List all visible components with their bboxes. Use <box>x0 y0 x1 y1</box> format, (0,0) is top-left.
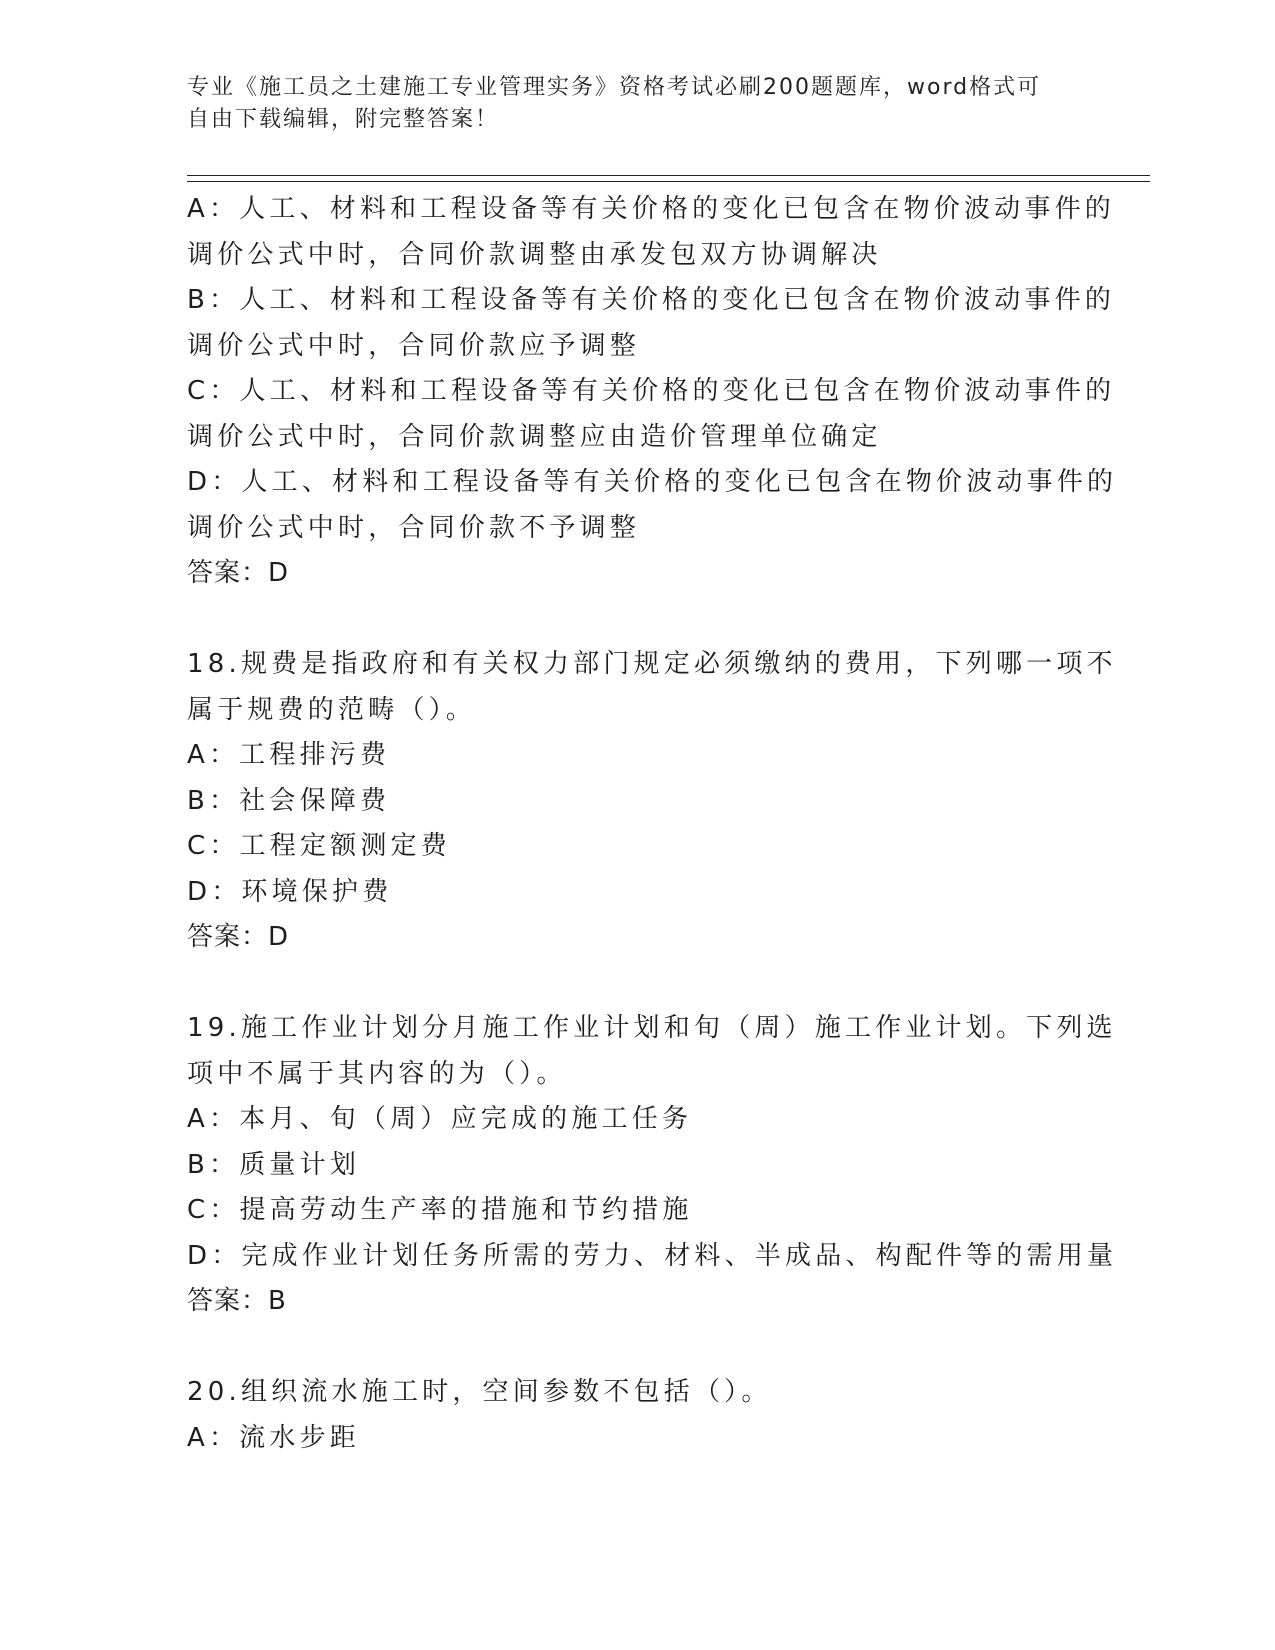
option-d: D：环境保护费 <box>187 876 393 907</box>
question-18 <box>187 642 1117 961</box>
question-stem-line-2: 项中不属于其内容的为（）。 <box>187 1058 567 1089</box>
header-divider-top <box>187 175 1150 176</box>
question-19 <box>187 1006 1118 1325</box>
option-b: B：社会保障费 <box>187 785 391 816</box>
header-line-2: 自由下载编辑，附完整答案！ <box>187 107 500 132</box>
question-17-options <box>187 187 1118 597</box>
question-spacer <box>187 961 1087 1007</box>
question-stem-line-1: 20.组织流水施工时，空间参数不包括（）。 <box>187 1377 772 1407</box>
header-line-1: 专业《施工员之土建施工专业管理实务》资格考试必刷200题题库，word格式可 <box>187 75 1042 100</box>
option-b: B：质量计划 <box>187 1149 361 1180</box>
option-a-line-2: 调价公式中时，合同价款调整由承发包双方协调解决 <box>187 239 882 270</box>
option-c-line-1: C：人工、材料和工程设备等有关价格的变化已包含在物价波动事件的 <box>187 376 1116 406</box>
question-list <box>187 187 1118 1461</box>
option-a-line-1: A：人工、材料和工程设备等有关价格的变化已包含在物价波动事件的 <box>187 194 1115 224</box>
question-spacer <box>187 597 1087 643</box>
option-c: C：提高劳动生产率的措施和节约措施 <box>187 1195 693 1225</box>
option-a: A：工程排污费 <box>187 740 391 770</box>
option-d-line-1: D：人工、材料和工程设备等有关价格的变化已包含在物价波动事件的 <box>187 467 1118 497</box>
question-20 <box>187 1370 1087 1461</box>
header-divider-bottom <box>187 181 1150 182</box>
answer: 答案：D <box>187 558 290 588</box>
document-header <box>187 72 1067 136</box>
question-stem-line-2: 属于规费的范畴（）。 <box>187 694 477 725</box>
question-stem-line-1: 18.规费是指政府和有关权力部门规定必须缴纳的费用，下列哪一项不 <box>187 649 1117 679</box>
option-b-line-1: B：人工、材料和工程设备等有关价格的变化已包含在物价波动事件的 <box>187 285 1116 315</box>
option-a: A：本月、旬（周）应完成的施工任务 <box>187 1104 693 1134</box>
answer: 答案：D <box>187 922 290 952</box>
option-b-line-2: 调价公式中时，合同价款应予调整 <box>187 330 641 361</box>
question-stem-line-1: 19.施工作业计划分月施工作业计划和旬（周）施工作业计划。下列选 <box>187 1013 1117 1043</box>
option-a: A：流水步距 <box>187 1422 360 1453</box>
option-c-line-2: 调价公式中时，合同价款调整应由造价管理单位确定 <box>187 421 882 452</box>
option-d: D：完成作业计划任务所需的劳力、材料、半成品、构配件等的需用量 <box>187 1240 1118 1271</box>
question-spacer <box>187 1325 1087 1371</box>
option-d-line-2: 调价公式中时，合同价款不予调整 <box>187 512 641 543</box>
answer: 答案：B <box>187 1286 287 1316</box>
option-c: C：工程定额测定费 <box>187 831 451 861</box>
